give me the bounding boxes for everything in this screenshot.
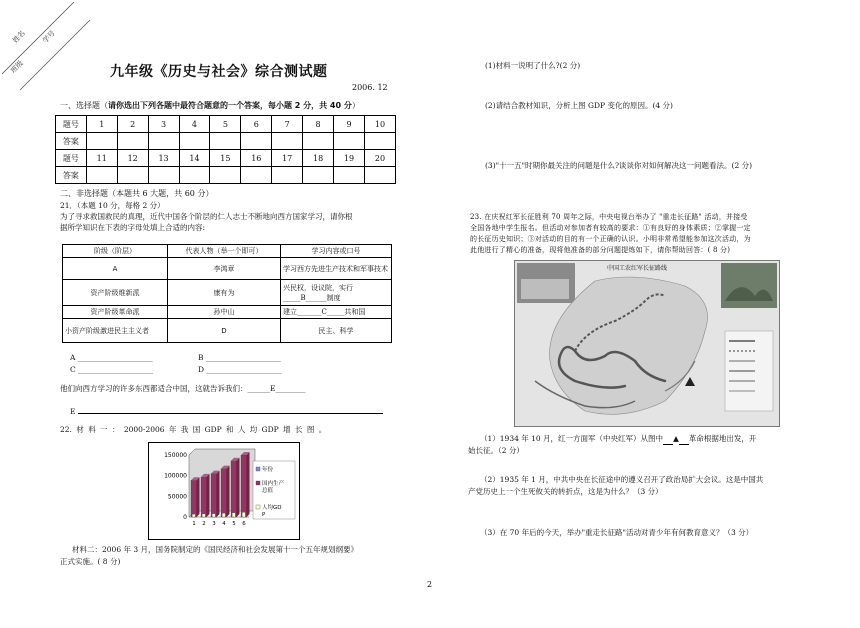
answer-cell[interactable] bbox=[179, 167, 210, 184]
y-tick-label: 0 bbox=[183, 514, 187, 521]
bar-gdp-side bbox=[237, 458, 240, 517]
q23-part1-a: （1）1934 年 10 月，红一方面军（中央红军）从图中 bbox=[480, 434, 664, 443]
triangle-icon: ▲ bbox=[673, 434, 679, 443]
answer-e-line[interactable] bbox=[78, 404, 383, 414]
q21-row bbox=[63, 306, 392, 319]
bar-gdp bbox=[241, 455, 247, 517]
answer-cell[interactable] bbox=[364, 167, 395, 184]
q21-row bbox=[63, 258, 392, 280]
y-tick-label: 50000 bbox=[167, 493, 187, 501]
map-svg bbox=[515, 261, 779, 426]
grid-row-a1 bbox=[56, 133, 396, 150]
grid-num: 18 bbox=[303, 150, 334, 167]
answer-c[interactable]: C ____________________ bbox=[70, 365, 154, 374]
q23-line: 全国各地中学生报名。但活动对参加者有较高的要求：①有良好的身体素质；②掌握一定 bbox=[470, 224, 751, 232]
grid-num: 2 bbox=[117, 116, 148, 133]
gdp-chart-svg bbox=[149, 443, 299, 539]
answer-cell[interactable] bbox=[303, 167, 334, 184]
answer-cell[interactable] bbox=[303, 133, 334, 150]
q22-head: 22. 材 料 一 ： 2000-2006 年 我 国 GDP 和 人 均 GDP 增 长 图 。 bbox=[60, 425, 327, 434]
grid-num: 4 bbox=[179, 116, 210, 133]
material-2-line2: 正式实施。( 8 分) bbox=[60, 557, 121, 566]
q23-part3: （3）在 70 年后的今天，举办"重走长征路"活动对青少年有何教育意义？（3 分） bbox=[480, 528, 754, 537]
legend-label: P bbox=[262, 512, 266, 518]
corner-lines bbox=[2, 2, 92, 92]
col-header: 学习内容或口号 bbox=[281, 245, 392, 258]
table-cell: 民主、科学 bbox=[281, 319, 392, 343]
bar-per-capita bbox=[242, 512, 245, 517]
bar-gdp bbox=[221, 469, 227, 517]
table-cell: 资产阶级维新派 bbox=[63, 280, 168, 306]
answer-cell[interactable] bbox=[86, 133, 117, 150]
blank-line[interactable] bbox=[663, 433, 673, 445]
gdp-chart bbox=[148, 442, 300, 540]
table-cell: 建立_______C_____共和国 bbox=[281, 306, 392, 319]
q21-intro-2: 据所学知识在下表的字母处填上合适的内容: bbox=[60, 223, 206, 232]
grid-num: 1 bbox=[86, 116, 117, 133]
class-label: 班级 bbox=[9, 59, 25, 75]
grid-num: 15 bbox=[210, 150, 241, 167]
q21-block bbox=[60, 200, 400, 233]
answer-cell[interactable] bbox=[117, 133, 148, 150]
answer-e[interactable] bbox=[70, 404, 386, 417]
answer-cell[interactable] bbox=[334, 133, 365, 150]
answer-d[interactable]: D ____________________ bbox=[198, 365, 282, 374]
grid-num: 8 bbox=[303, 116, 334, 133]
grid-num: 16 bbox=[241, 150, 272, 167]
long-march-map bbox=[514, 260, 780, 427]
grid-num: 19 bbox=[334, 150, 365, 167]
grid-num: 10 bbox=[364, 116, 395, 133]
grid-row-q1 bbox=[56, 116, 396, 133]
answer-a[interactable]: A ____________________ bbox=[70, 353, 153, 362]
answer-b[interactable]: B ____________________ bbox=[198, 353, 281, 362]
q23-line: 的长征历史知识；③对活动的目的有一个正确的认识。小明非常希望能参加这次活动，为 bbox=[470, 235, 751, 243]
grid-num: 6 bbox=[241, 116, 272, 133]
q23-part1-c: 始长征。（2 分） bbox=[468, 446, 524, 455]
answer-cell[interactable] bbox=[86, 167, 117, 184]
bar-gdp-side bbox=[217, 471, 220, 517]
answer-cell[interactable] bbox=[210, 167, 241, 184]
grid-row-a2 bbox=[56, 167, 396, 184]
q23-intro bbox=[470, 212, 806, 256]
q23-part1-b: 革命根据地出发，开 bbox=[688, 434, 757, 443]
table-cell: 资产阶级革命派 bbox=[63, 306, 168, 319]
bar-gdp bbox=[201, 477, 207, 517]
grid-num: 14 bbox=[179, 150, 210, 167]
answer-cell[interactable] bbox=[272, 167, 303, 184]
q21-table bbox=[62, 244, 392, 343]
page-title: 九年级《历史与社会》综合测试题 bbox=[110, 64, 328, 80]
exam-date: 2006. 12 bbox=[352, 83, 388, 92]
answer-cell[interactable] bbox=[117, 167, 148, 184]
section1-heading bbox=[60, 100, 360, 111]
q23-part2-a: （2）1935 年 1 月，中共中央在长征途中的遵义召开了政治局扩大会议。这是中国共 bbox=[480, 475, 764, 484]
answer-cell[interactable] bbox=[272, 133, 303, 150]
blank-line[interactable] bbox=[679, 433, 689, 445]
bar-gdp bbox=[191, 480, 197, 517]
bar-gdp bbox=[231, 461, 237, 517]
bar-per-capita bbox=[192, 514, 195, 517]
q21-row bbox=[63, 319, 392, 343]
material-2-line1: 材料二：2006 年 3 月，国务院制定的《国民经济和社会发展第十一个五年规划纲要》 bbox=[72, 545, 359, 554]
legend-label: 人均GD bbox=[262, 505, 282, 511]
answer-cell[interactable] bbox=[179, 133, 210, 150]
answer-cell[interactable] bbox=[210, 133, 241, 150]
map-title: 中国工农红军长征路线 bbox=[607, 265, 668, 272]
answer-cell[interactable] bbox=[364, 133, 395, 150]
answer-cell[interactable] bbox=[334, 167, 365, 184]
table-cell: 孙中山 bbox=[168, 306, 281, 319]
legend-swatch bbox=[256, 467, 260, 471]
grid-num: 9 bbox=[334, 116, 365, 133]
bar-per-capita bbox=[232, 513, 235, 517]
x-tick-label: 2 bbox=[202, 521, 206, 527]
name-label: 姓名 bbox=[11, 29, 27, 45]
y-tick-label: 150000 bbox=[164, 452, 187, 459]
corner-header bbox=[2, 2, 92, 92]
x-tick-label: 4 bbox=[222, 521, 226, 527]
grid-label-q: 题号 bbox=[56, 150, 87, 167]
grid-num: 20 bbox=[364, 150, 395, 167]
grid-num: 11 bbox=[86, 150, 117, 167]
grid-num: 13 bbox=[148, 150, 179, 167]
right-q2: (2)请结合教材知识，分析上图 GDP 变化的原因。(4 分) bbox=[485, 101, 673, 110]
bar-gdp bbox=[211, 474, 217, 517]
legend-label: 总值 bbox=[262, 488, 274, 494]
grid-num: 17 bbox=[272, 150, 303, 167]
section2-heading: 二、非选择题（本题共 6 大题，共 60 分） bbox=[60, 189, 214, 198]
q23-part2-b: 产党历史上一个生死攸关的转折点，这是为什么？（3 分） bbox=[468, 487, 663, 496]
section1-instructions: 请你选出下列各题中最符合题意的一个答案，每小题 2 分，共 40 分 bbox=[108, 101, 352, 110]
q23-line: 此他进行了精心的准备，现将他准备的部分问题提炼如下，请你帮助回答：( 8 分) bbox=[470, 246, 731, 254]
grid-num: 5 bbox=[210, 116, 241, 133]
table-cell: 学习西方先进生产技术和军事技术 bbox=[281, 258, 392, 280]
answer-cell[interactable] bbox=[148, 133, 179, 150]
bar-gdp-side bbox=[197, 477, 200, 517]
x-tick-label: 5 bbox=[232, 521, 236, 527]
cell-blank-a: A bbox=[63, 258, 168, 280]
x-tick-label: 1 bbox=[192, 521, 196, 527]
answer-cell[interactable] bbox=[148, 167, 179, 184]
bar-per-capita bbox=[212, 514, 215, 517]
photo-inset-right bbox=[721, 263, 777, 308]
x-tick-label: 3 bbox=[212, 521, 216, 527]
table-cell: 小资产阶级激进民主主义者 bbox=[63, 319, 168, 343]
answer-grid bbox=[55, 115, 396, 184]
grid-label-a: 答案 bbox=[56, 167, 87, 184]
page-number: 2 bbox=[427, 580, 433, 589]
bar-per-capita bbox=[202, 514, 205, 517]
table-cell: 兴民权，设议院，实行_____B______制度 bbox=[281, 280, 392, 306]
grid-num: 7 bbox=[272, 116, 303, 133]
grid-num: 3 bbox=[148, 116, 179, 133]
section1-prefix: 一、选择题（ bbox=[60, 101, 108, 110]
col-header: 代表人物（举一个即可） bbox=[168, 245, 281, 258]
legend-swatch bbox=[256, 505, 260, 509]
x-tick-label: 6 bbox=[242, 521, 246, 527]
grid-row-q2 bbox=[56, 150, 396, 167]
q21-row bbox=[63, 280, 392, 306]
section1-suffix: ） bbox=[351, 101, 360, 110]
q21-header-row bbox=[63, 245, 392, 258]
bar-gdp-side bbox=[247, 452, 250, 517]
q21-head: 21．（本题 10 分，每格 2 分） bbox=[60, 201, 165, 210]
table-cell: 李鸿章 bbox=[168, 258, 281, 280]
table-cell: 康有为 bbox=[168, 280, 281, 306]
q21-ending: 他们向西方学习的许多东西都适合中国，这就告诉我们：______E________ bbox=[60, 384, 306, 393]
bar-gdp-side bbox=[207, 474, 210, 517]
q23-line: 23. 在庆祝红军长征胜利 70 周年之际，中央电视台举办了 "重走长征路" 活动，并接受 bbox=[470, 213, 748, 221]
q21-intro-1: 为了寻求救国救民的真理，近代中国各个阶层的仁人志士不断地向西方国家学习，请你根 bbox=[60, 212, 353, 221]
bar-gdp-side bbox=[227, 466, 230, 517]
grid-num: 12 bbox=[117, 150, 148, 167]
right-q1: (1)材料一说明了什么?(2 分) bbox=[485, 61, 581, 70]
xuehao-label: 学号 bbox=[41, 29, 57, 45]
answer-cell[interactable] bbox=[241, 133, 272, 150]
legend-label: 国内生产 bbox=[262, 481, 285, 487]
q23-part1 bbox=[480, 433, 810, 445]
legend-label: 年份 bbox=[262, 467, 274, 473]
col-header: 阶级（阶层） bbox=[63, 245, 168, 258]
grid-label-q: 题号 bbox=[56, 116, 87, 133]
cell-blank-d: D bbox=[168, 319, 281, 343]
bar-per-capita bbox=[222, 513, 225, 517]
right-q3: (3)"十一五"时期你最关注的问题是什么?谈谈你对如何解决这一问题看法。(2 分) bbox=[485, 161, 753, 170]
legend-swatch bbox=[256, 481, 260, 485]
grid-label-a: 答案 bbox=[56, 133, 87, 150]
answer-e-label: E bbox=[70, 407, 76, 416]
y-tick-label: 100000 bbox=[164, 472, 187, 480]
answer-cell[interactable] bbox=[241, 167, 272, 184]
